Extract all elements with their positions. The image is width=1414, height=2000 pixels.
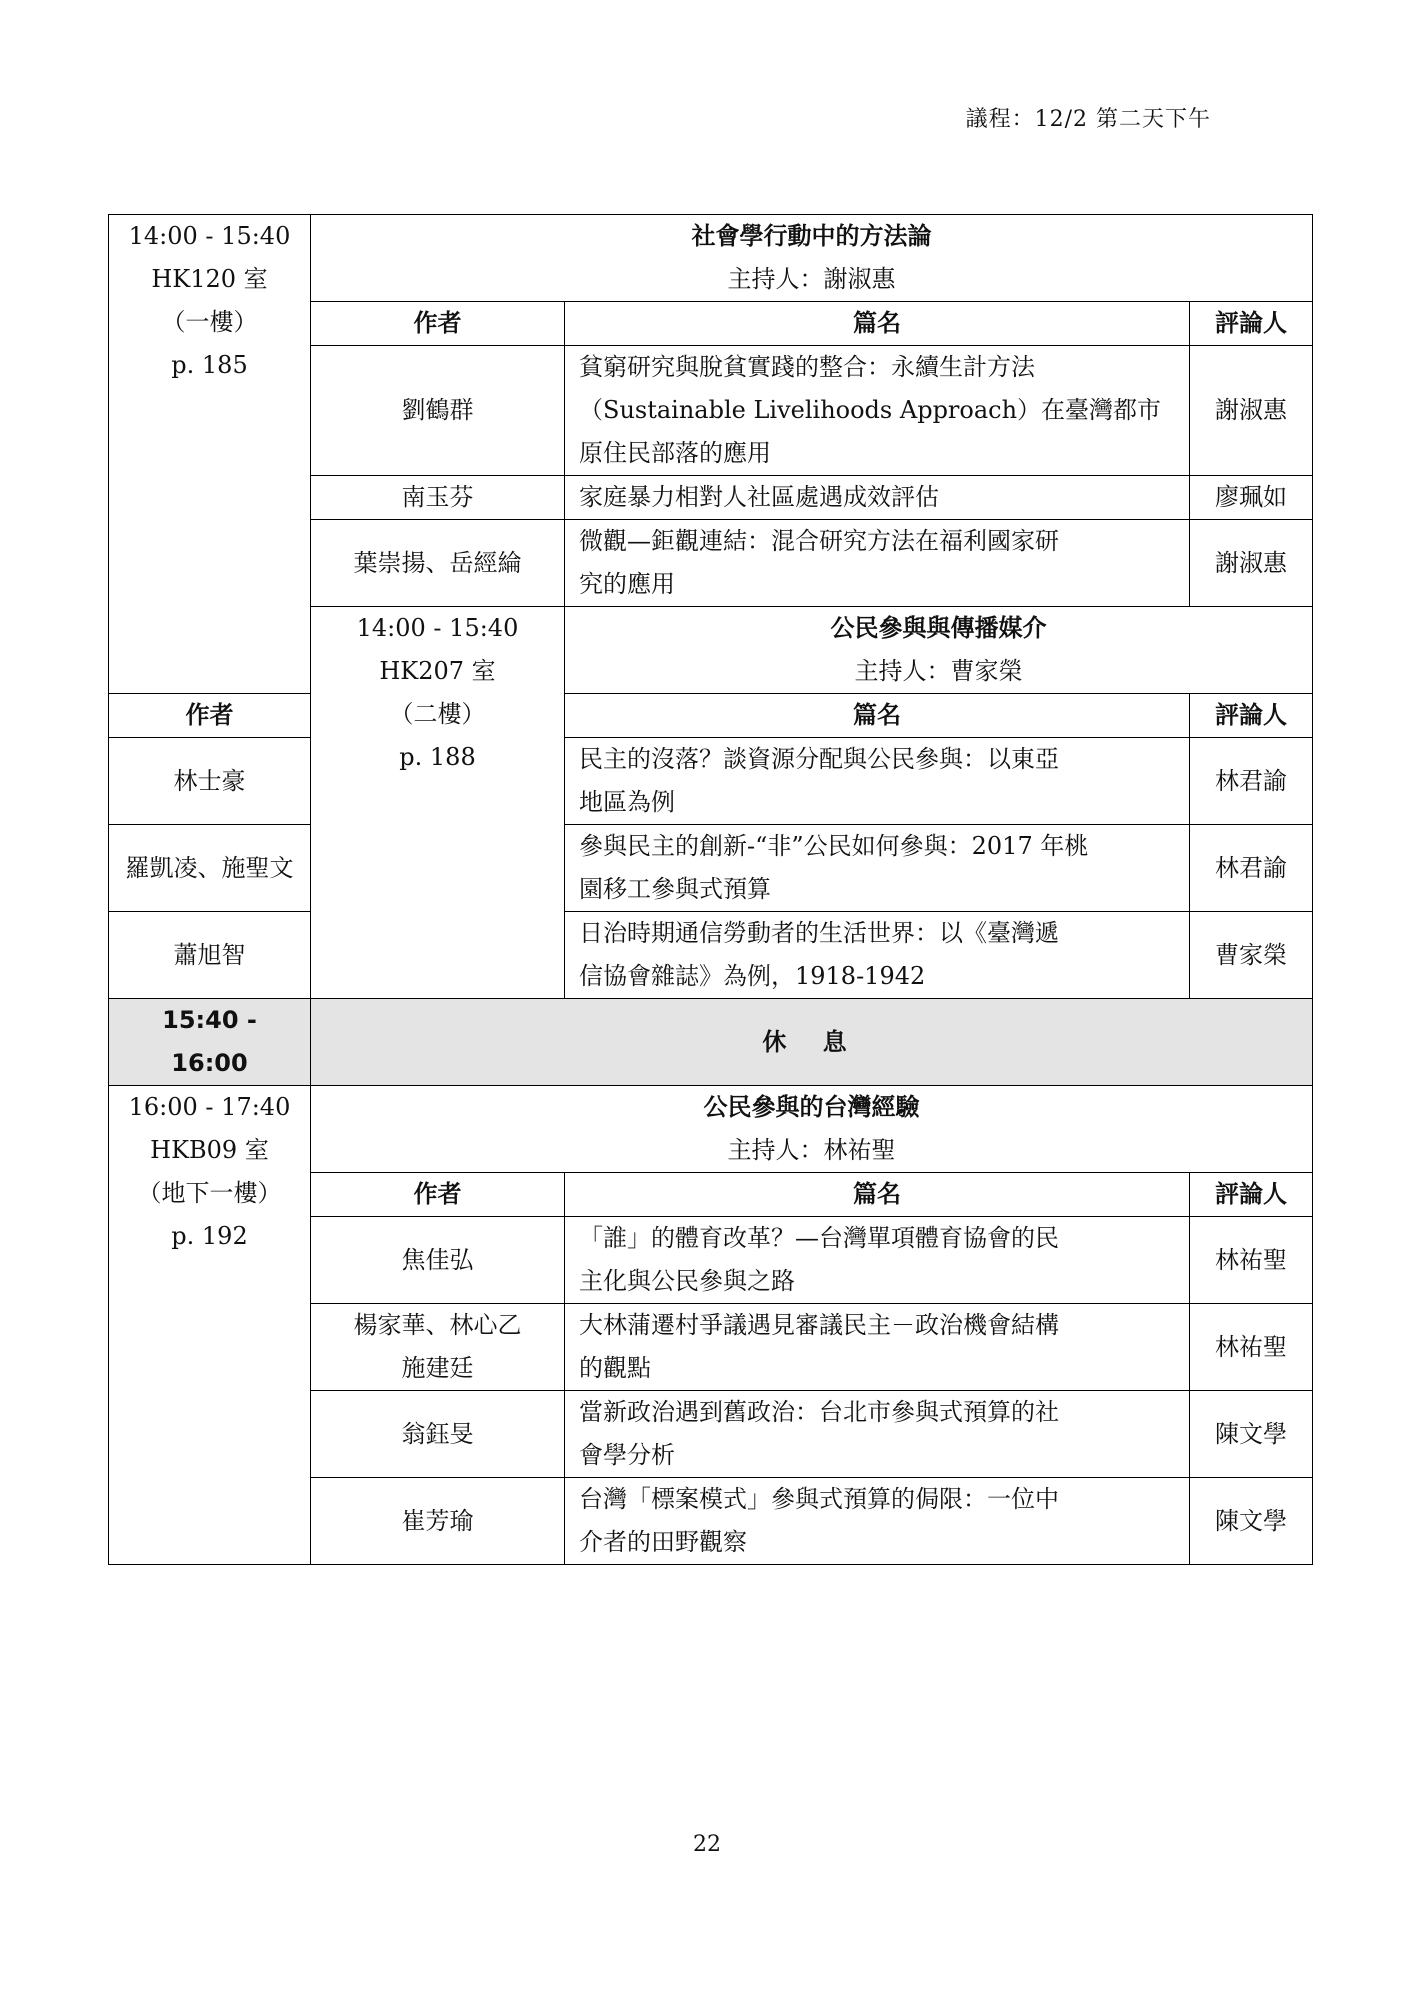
session-host: 主持人：曹家榮 (854, 657, 1023, 685)
paper-title (565, 1304, 1190, 1391)
session-host: 主持人：林祐聖 (727, 1136, 896, 1164)
session-time: 16:00 - 17:40 (128, 1093, 291, 1121)
title-line: 介者的田野觀察 (579, 1528, 747, 1556)
column-author: 作者 (311, 1173, 565, 1217)
paper-discussant: 謝淑惠 (1190, 520, 1313, 607)
column-discussant: 評論人 (1190, 694, 1313, 738)
break-row (109, 999, 1313, 1086)
paper-author (311, 520, 565, 607)
paper-author (311, 1217, 565, 1304)
title-line: 台灣「標案模式」參與式預算的侷限：一位中 (579, 1485, 1059, 1513)
author-line: 蕭旭智 (173, 940, 246, 969)
title-line: 信協會雜誌》為例，1918-1942 (579, 962, 926, 990)
session-floor: （二樓） (389, 700, 486, 728)
paper-author (109, 912, 311, 999)
session-room: HKB09 室 (150, 1136, 269, 1164)
session-title: 公民參與的台灣經驗 (703, 1093, 920, 1121)
paper-title (565, 476, 1190, 520)
session-title: 公民參與與傳播媒介 (830, 614, 1047, 642)
title-line: 民主的沒落？談資源分配與公民參與：以東亞 (579, 745, 1059, 773)
title-line: （Sustainable Livelihoods Approach）在臺灣都市 (579, 396, 1162, 424)
paper-discussant: 林君諭 (1190, 825, 1313, 912)
paper-discussant: 廖珮如 (1190, 476, 1313, 520)
title-line: 「誰」的體育改革？—台灣單項體育協會的民 (579, 1224, 1059, 1252)
paper-title (565, 825, 1190, 912)
paper-author (109, 825, 311, 912)
session-host: 主持人：謝淑惠 (727, 265, 896, 293)
paper-row (109, 738, 1313, 825)
session-page: p. 188 (399, 743, 476, 771)
title-line: 日治時期通信勞動者的生活世界：以《臺灣遞 (579, 919, 1059, 947)
break-label (311, 999, 1313, 1086)
session-room: HK120 室 (151, 265, 268, 293)
title-line: 地區為例 (579, 788, 675, 816)
author-line: 楊家華、林心乙 (353, 1311, 522, 1339)
title-line: 的觀點 (579, 1354, 651, 1382)
author-line: 翁鈺旻 (401, 1419, 474, 1448)
session-title: 社會學行動中的方法論 (691, 222, 932, 250)
author-line: 林士豪 (173, 766, 246, 795)
title-line: 大林蒲遷村爭議遇見審議民主－政治機會結構 (579, 1311, 1059, 1339)
page-number: 22 (693, 1832, 721, 1857)
paper-discussant: 陳文學 (1190, 1478, 1313, 1565)
paper-author (311, 1478, 565, 1565)
paper-discussant: 林祐聖 (1190, 1304, 1313, 1391)
title-line: 原住民部落的應用 (579, 439, 771, 467)
paper-discussant: 林君諭 (1190, 738, 1313, 825)
agenda-header: 議程：12/2 第二天下午 (965, 107, 1211, 132)
title-line: 家庭暴力相對人社區處遇成效評估 (579, 483, 939, 511)
title-line: 貧窮研究與脫貧實踐的整合：永續生計方法 (579, 353, 1035, 381)
author-line: 劉鶴群 (401, 396, 474, 424)
session-2-time-cell (311, 607, 565, 999)
break-time: 15:40 - 16:00 (109, 999, 311, 1086)
paper-discussant: 林祐聖 (1190, 1217, 1313, 1304)
paper-author (311, 1304, 565, 1391)
title-line: 微觀—鉅觀連結：混合研究方法在福利國家研 (579, 527, 1059, 555)
session-1-title-row (109, 215, 1313, 302)
paper-title (565, 1217, 1190, 1304)
author-line: 葉崇揚、岳經綸 (353, 548, 522, 577)
session-room: HK207 室 (379, 657, 496, 685)
title-line: 主化與公民參與之路 (579, 1267, 795, 1295)
author-line: 羅凱凌、施聖文 (125, 853, 294, 882)
paper-title (565, 912, 1190, 999)
title-line: 園移工參與式預算 (579, 875, 771, 903)
paper-row (109, 825, 1313, 912)
session-1-header (311, 215, 1313, 302)
column-header-row (109, 694, 1313, 738)
column-title: 篇名 (565, 302, 1190, 346)
column-discussant: 評論人 (1190, 302, 1313, 346)
session-page: p. 192 (171, 1222, 248, 1250)
session-time: 14:00 - 15:40 (356, 614, 519, 642)
paper-author (311, 346, 565, 476)
column-discussant: 評論人 (1190, 1173, 1313, 1217)
column-author: 作者 (109, 694, 311, 738)
session-3-time-cell (109, 1086, 311, 1565)
author-line: 施建廷 (401, 1354, 474, 1382)
session-floor: （地下一樓） (137, 1179, 282, 1207)
paper-title (565, 520, 1190, 607)
title-line: 究的應用 (579, 570, 675, 598)
paper-author (109, 738, 311, 825)
title-line: 會學分析 (579, 1441, 675, 1469)
paper-discussant: 陳文學 (1190, 1391, 1313, 1478)
column-title: 篇名 (565, 1173, 1190, 1217)
session-3-title-row (109, 1086, 1313, 1173)
session-2-header (565, 607, 1313, 694)
session-1-time-cell (109, 215, 311, 694)
paper-row (109, 912, 1313, 999)
paper-title (565, 346, 1190, 476)
session-page: p. 185 (171, 351, 248, 379)
author-line: 崔芳瑜 (401, 1506, 474, 1535)
paper-title (565, 1391, 1190, 1478)
break-text: 休 息 (762, 1027, 861, 1056)
column-author: 作者 (311, 302, 565, 346)
paper-discussant: 曹家榮 (1190, 912, 1313, 999)
agenda-table (108, 214, 1313, 1565)
session-floor: （一樓） (161, 308, 258, 336)
paper-title (565, 738, 1190, 825)
paper-title (565, 1478, 1190, 1565)
title-line: 當新政治遇到舊政治：台北市參與式預算的社 (579, 1398, 1059, 1426)
paper-discussant: 謝淑惠 (1190, 346, 1313, 476)
paper-author (311, 476, 565, 520)
session-3-header (311, 1086, 1313, 1173)
author-line: 焦佳弘 (401, 1245, 474, 1274)
title-line: 參與民主的創新-“非”公民如何參與：2017 年桃 (579, 832, 1089, 860)
paper-author (311, 1391, 565, 1478)
author-line: 南玉芬 (401, 483, 474, 511)
column-title: 篇名 (565, 694, 1190, 738)
session-time: 14:00 - 15:40 (128, 222, 291, 250)
